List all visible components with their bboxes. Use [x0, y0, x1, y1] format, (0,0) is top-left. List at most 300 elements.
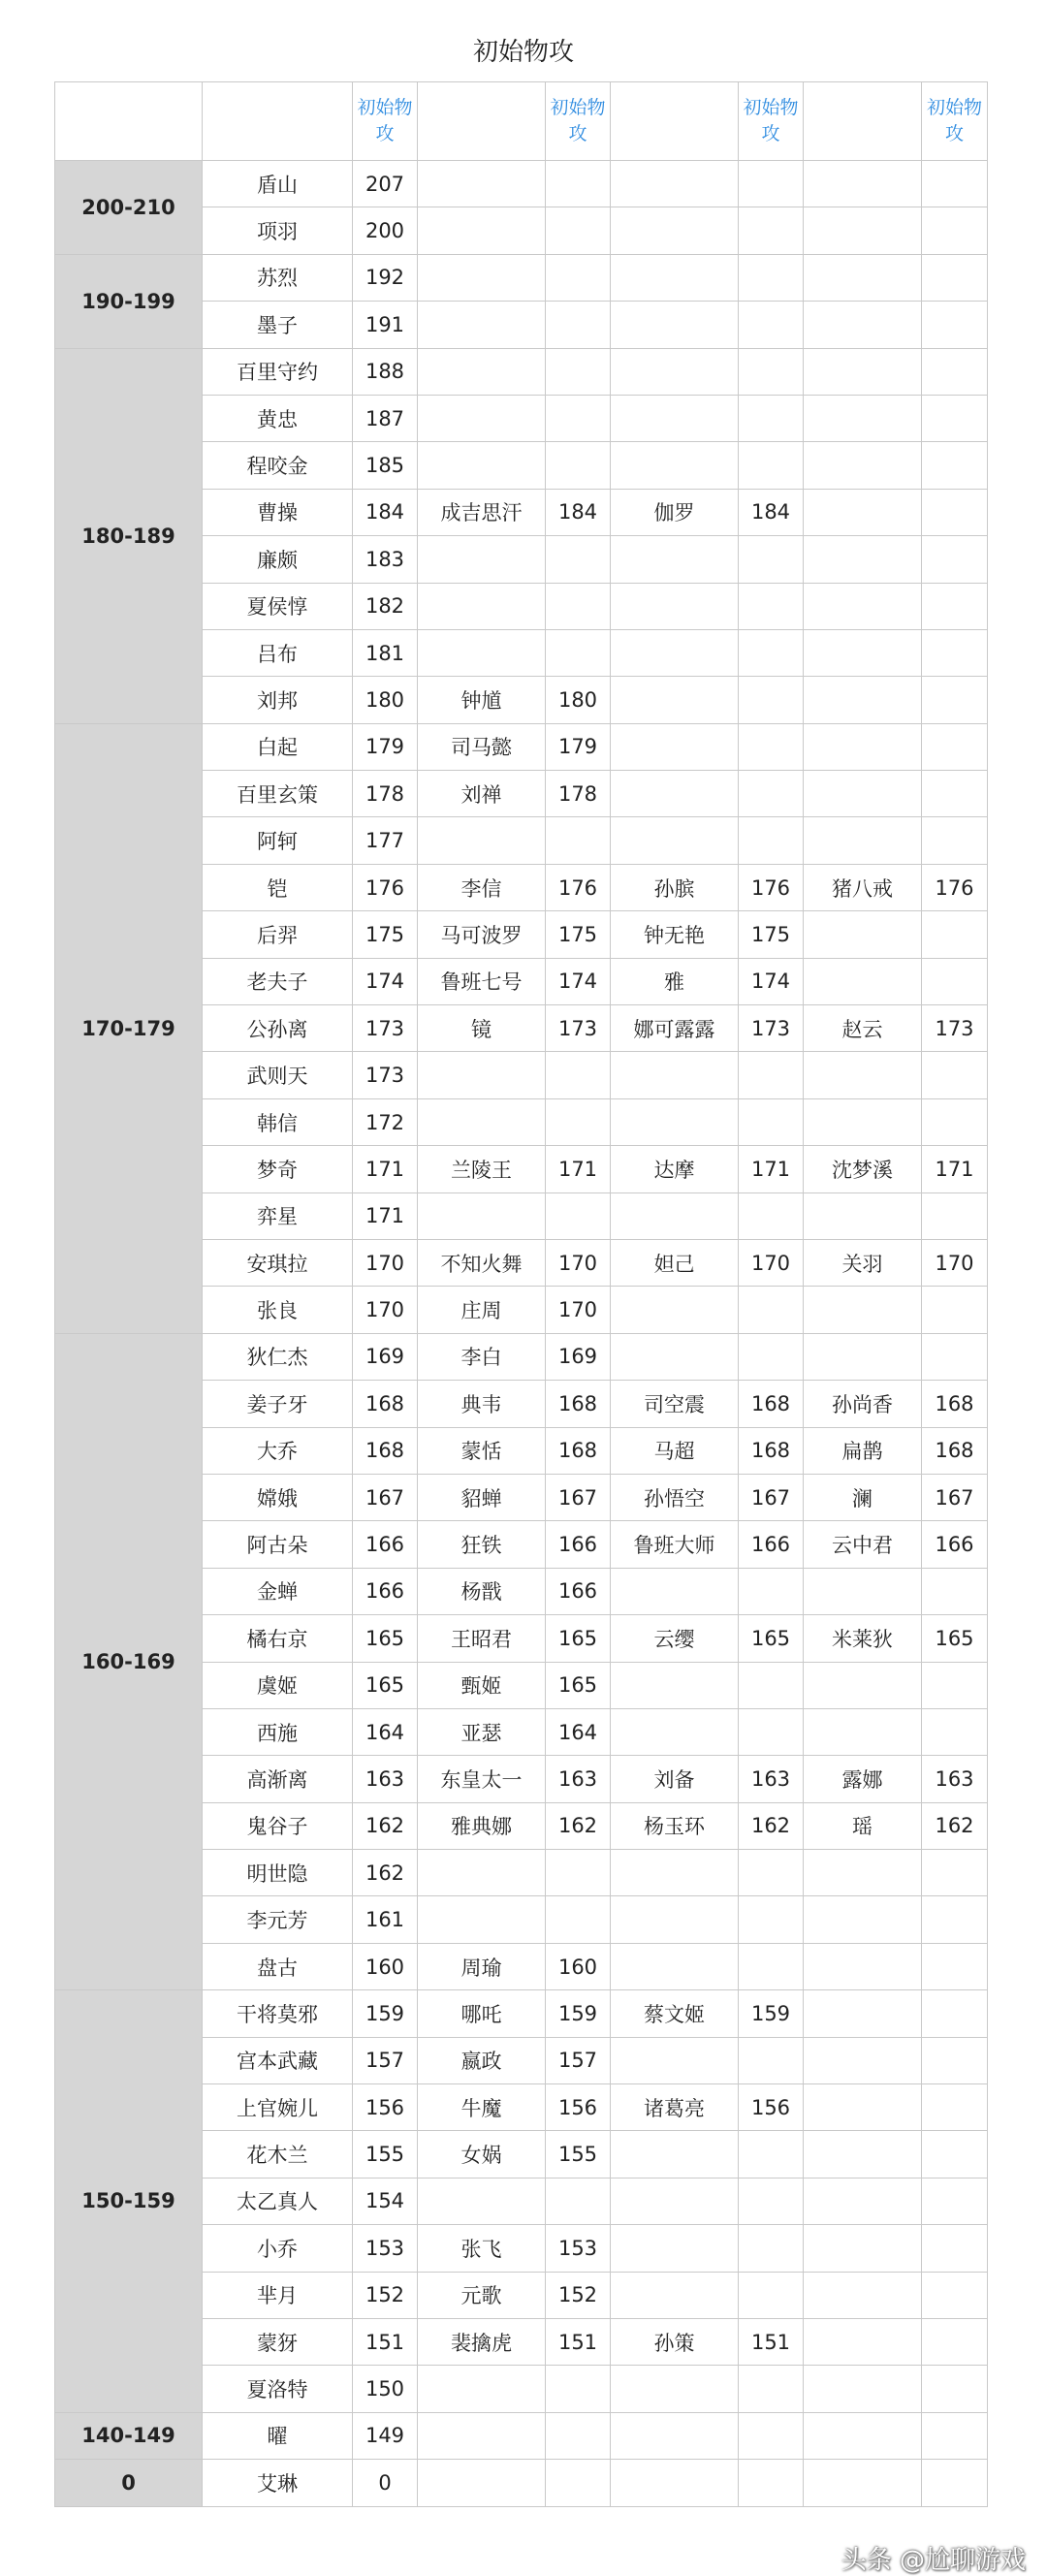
empty-cell: [804, 2272, 922, 2318]
range-group-label: 170-179: [55, 723, 203, 1333]
hero-name-cell: 兰陵王: [418, 1146, 546, 1193]
empty-cell: [922, 1662, 988, 1708]
empty-cell: [418, 2178, 546, 2224]
attack-value-cell: 168: [353, 1427, 418, 1474]
empty-cell: [418, 395, 546, 441]
empty-cell: [739, 161, 804, 207]
attack-value-cell: 170: [353, 1239, 418, 1286]
range-group-label: 200-210: [55, 161, 203, 255]
attack-value-cell: 162: [353, 1850, 418, 1896]
empty-cell: [546, 1193, 611, 1239]
empty-cell: [922, 2084, 988, 2131]
empty-cell: [804, 1850, 922, 1896]
attack-value-cell: 170: [546, 1287, 611, 1333]
empty-cell: [922, 723, 988, 770]
hero-name-cell: 盘古: [203, 1943, 353, 1989]
hero-name-cell: 沈梦溪: [804, 1146, 922, 1193]
hero-name-cell: 亚瑟: [418, 1708, 546, 1755]
attack-value-cell: 156: [739, 2084, 804, 2131]
hero-name-cell: 安琪拉: [203, 1239, 353, 1286]
hero-name-cell: 鲁班七号: [418, 958, 546, 1004]
attack-value-cell: 168: [739, 1427, 804, 1474]
hero-name-cell: 马超: [611, 1427, 739, 1474]
hero-name-cell: 夏侯惇: [203, 583, 353, 629]
empty-cell: [922, 2178, 988, 2224]
empty-cell: [739, 1333, 804, 1380]
attack-value-cell: 150: [353, 2366, 418, 2412]
hero-name-cell: 钟馗: [418, 677, 546, 723]
table-row: [55, 1333, 988, 1380]
attack-value-cell: 176: [922, 864, 988, 910]
empty-cell: [922, 2131, 988, 2178]
empty-cell: [804, 911, 922, 958]
hero-name-cell: 高渐离: [203, 1756, 353, 1802]
empty-cell: [418, 254, 546, 301]
hero-name-cell: 甄姬: [418, 1662, 546, 1708]
hero-name-cell: 阿轲: [203, 817, 353, 864]
hero-name-cell: 刘禅: [418, 771, 546, 817]
hero-name-cell: 曹操: [203, 489, 353, 535]
empty-cell: [804, 629, 922, 676]
attack-value-cell: 175: [739, 911, 804, 958]
empty-cell: [418, 207, 546, 254]
empty-cell: [922, 2037, 988, 2083]
empty-cell: [739, 723, 804, 770]
hero-name-cell: 鬼谷子: [203, 1802, 353, 1849]
hero-name-cell: 姜子牙: [203, 1381, 353, 1427]
attack-value-cell: 171: [739, 1146, 804, 1193]
empty-cell: [418, 1098, 546, 1145]
empty-cell: [611, 1287, 739, 1333]
attack-value-cell: 159: [546, 1990, 611, 2037]
empty-cell: [611, 348, 739, 395]
attack-value-cell: 168: [353, 1381, 418, 1427]
attack-value-cell: 153: [353, 2225, 418, 2272]
attack-value-cell: 172: [353, 1098, 418, 1145]
empty-cell: [804, 536, 922, 583]
attack-value-cell: 173: [546, 1005, 611, 1052]
attack-value-cell: 170: [546, 1239, 611, 1286]
attack-value-cell: 163: [546, 1756, 611, 1802]
header-initial-attack: 初始物攻: [546, 82, 611, 161]
attack-value-cell: 169: [353, 1333, 418, 1380]
empty-cell: [611, 2460, 739, 2506]
range-group-label: 140-149: [55, 2412, 203, 2459]
attack-value-cell: 166: [353, 1521, 418, 1568]
attack-value-cell: 165: [353, 1615, 418, 1662]
hero-name-cell: 大乔: [203, 1427, 353, 1474]
hero-name-cell: 铠: [203, 864, 353, 910]
hero-name-cell: 夏洛特: [203, 2366, 353, 2412]
empty-cell: [739, 442, 804, 489]
hero-name-cell: 黄忠: [203, 395, 353, 441]
empty-cell: [739, 2460, 804, 2506]
attack-value-cell: 192: [353, 254, 418, 301]
attack-value-cell: 188: [353, 348, 418, 395]
empty-cell: [611, 723, 739, 770]
hero-name-cell: 不知火舞: [418, 1239, 546, 1286]
attack-value-cell: 160: [353, 1943, 418, 1989]
empty-cell: [922, 1896, 988, 1943]
hero-name-cell: 小乔: [203, 2225, 353, 2272]
attack-value-cell: 166: [546, 1568, 611, 1614]
empty-cell: [418, 2460, 546, 2506]
hero-name-cell: 老夫子: [203, 958, 353, 1004]
empty-cell: [611, 2366, 739, 2412]
empty-cell: [546, 1850, 611, 1896]
attack-value-cell: 175: [546, 911, 611, 958]
empty-cell: [611, 817, 739, 864]
attack-value-cell: 171: [353, 1193, 418, 1239]
empty-cell: [546, 254, 611, 301]
attack-value-cell: 165: [546, 1615, 611, 1662]
empty-cell: [611, 536, 739, 583]
attack-value-cell: 163: [739, 1756, 804, 1802]
empty-cell: [739, 2272, 804, 2318]
empty-cell: [804, 1896, 922, 1943]
attack-value-cell: 152: [546, 2272, 611, 2318]
empty-cell: [804, 771, 922, 817]
empty-cell: [804, 2366, 922, 2412]
empty-cell: [804, 2037, 922, 2083]
empty-cell: [611, 771, 739, 817]
attack-value-cell: 154: [353, 2178, 418, 2224]
attack-value-cell: 167: [353, 1474, 418, 1520]
empty-cell: [611, 583, 739, 629]
hero-name-cell: 雅典娜: [418, 1802, 546, 1849]
attack-value-cell: 180: [353, 677, 418, 723]
empty-cell: [922, 2412, 988, 2459]
attack-table: [54, 81, 988, 2507]
attack-value-cell: 165: [922, 1615, 988, 1662]
empty-cell: [739, 536, 804, 583]
range-group-label: 150-159: [55, 1990, 203, 2413]
empty-cell: [739, 1708, 804, 1755]
empty-cell: [611, 254, 739, 301]
hero-name-cell: 云中君: [804, 1521, 922, 1568]
header-cell-blank: [804, 82, 922, 161]
empty-cell: [546, 2412, 611, 2459]
hero-name-cell: 蒙犽: [203, 2318, 353, 2365]
empty-cell: [922, 1193, 988, 1239]
empty-cell: [546, 2460, 611, 2506]
attack-value-cell: 170: [922, 1239, 988, 1286]
attack-value-cell: 167: [546, 1474, 611, 1520]
hero-name-cell: 公孙离: [203, 1005, 353, 1052]
attack-value-cell: 173: [353, 1005, 418, 1052]
hero-name-cell: 百里守约: [203, 348, 353, 395]
empty-cell: [922, 161, 988, 207]
attack-value-cell: 171: [922, 1146, 988, 1193]
hero-name-cell: 花木兰: [203, 2131, 353, 2178]
hero-name-cell: 盾山: [203, 161, 353, 207]
hero-name-cell: 苏烈: [203, 254, 353, 301]
attack-value-cell: 167: [922, 1474, 988, 1520]
empty-cell: [546, 2178, 611, 2224]
empty-cell: [922, 817, 988, 864]
hero-name-cell: 张良: [203, 1287, 353, 1333]
empty-cell: [418, 161, 546, 207]
attack-value-cell: 184: [739, 489, 804, 535]
hero-name-cell: 吕布: [203, 629, 353, 676]
table-row: [55, 2412, 988, 2459]
empty-cell: [611, 1708, 739, 1755]
header-cell-blank: [55, 82, 203, 161]
attack-value-cell: 185: [353, 442, 418, 489]
empty-cell: [804, 677, 922, 723]
attack-value-cell: 168: [546, 1381, 611, 1427]
hero-name-cell: 马可波罗: [418, 911, 546, 958]
empty-cell: [804, 1193, 922, 1239]
empty-cell: [611, 395, 739, 441]
empty-cell: [922, 348, 988, 395]
empty-cell: [922, 1098, 988, 1145]
range-group-label: 0: [55, 2460, 203, 2506]
empty-cell: [611, 2037, 739, 2083]
attack-value-cell: 165: [546, 1662, 611, 1708]
empty-cell: [546, 2366, 611, 2412]
attack-value-cell: 164: [353, 1708, 418, 1755]
hero-name-cell: 司空震: [611, 1381, 739, 1427]
hero-name-cell: 干将莫邪: [203, 1990, 353, 2037]
hero-name-cell: 诸葛亮: [611, 2084, 739, 2131]
attack-value-cell: 170: [353, 1287, 418, 1333]
empty-cell: [804, 1990, 922, 2037]
attack-value-cell: 159: [353, 1990, 418, 2037]
hero-name-cell: 王昭君: [418, 1615, 546, 1662]
attack-value-cell: 168: [739, 1381, 804, 1427]
attack-value-cell: 166: [546, 1521, 611, 1568]
empty-cell: [418, 817, 546, 864]
hero-name-cell: 伽罗: [611, 489, 739, 535]
empty-cell: [611, 2131, 739, 2178]
empty-cell: [611, 2272, 739, 2318]
hero-name-cell: 上官婉儿: [203, 2084, 353, 2131]
empty-cell: [922, 1287, 988, 1333]
empty-cell: [611, 302, 739, 348]
hero-name-cell: 周瑜: [418, 1943, 546, 1989]
hero-name-cell: 雅: [611, 958, 739, 1004]
empty-cell: [922, 2318, 988, 2365]
empty-cell: [739, 1287, 804, 1333]
header-initial-attack: 初始物攻: [739, 82, 804, 161]
attack-value-cell: 166: [353, 1568, 418, 1614]
attack-value-cell: 174: [353, 958, 418, 1004]
empty-cell: [804, 207, 922, 254]
attack-value-cell: 179: [546, 723, 611, 770]
empty-cell: [922, 1990, 988, 2037]
attack-value-cell: 171: [546, 1146, 611, 1193]
hero-name-cell: 娜可露露: [611, 1005, 739, 1052]
empty-cell: [739, 2225, 804, 2272]
empty-cell: [804, 723, 922, 770]
empty-cell: [739, 395, 804, 441]
hero-name-cell: 蔡文姬: [611, 1990, 739, 2037]
empty-cell: [922, 207, 988, 254]
empty-cell: [611, 1568, 739, 1614]
attack-value-cell: 151: [353, 2318, 418, 2365]
attack-value-cell: 178: [546, 771, 611, 817]
attack-value-cell: 156: [546, 2084, 611, 2131]
empty-cell: [611, 1193, 739, 1239]
hero-name-cell: 孙策: [611, 2318, 739, 2365]
attack-value-cell: 177: [353, 817, 418, 864]
empty-cell: [804, 1333, 922, 1380]
empty-cell: [804, 348, 922, 395]
empty-cell: [546, 1896, 611, 1943]
hero-name-cell: 女娲: [418, 2131, 546, 2178]
hero-name-cell: 澜: [804, 1474, 922, 1520]
hero-name-cell: 孙膑: [611, 864, 739, 910]
empty-cell: [611, 1850, 739, 1896]
hero-name-cell: 李元芳: [203, 1896, 353, 1943]
hero-name-cell: 东皇太一: [418, 1756, 546, 1802]
empty-cell: [804, 395, 922, 441]
attack-value-cell: 166: [739, 1521, 804, 1568]
hero-name-cell: 蒙恬: [418, 1427, 546, 1474]
empty-cell: [739, 2412, 804, 2459]
empty-cell: [418, 1052, 546, 1098]
empty-cell: [418, 2412, 546, 2459]
empty-cell: [418, 2366, 546, 2412]
hero-name-cell: 关羽: [804, 1239, 922, 1286]
empty-cell: [611, 629, 739, 676]
hero-name-cell: 米莱狄: [804, 1615, 922, 1662]
attack-value-cell: 200: [353, 207, 418, 254]
empty-cell: [611, 2225, 739, 2272]
hero-name-cell: 弈星: [203, 1193, 353, 1239]
empty-cell: [804, 442, 922, 489]
hero-name-cell: 李信: [418, 864, 546, 910]
hero-name-cell: 典韦: [418, 1381, 546, 1427]
empty-cell: [739, 1850, 804, 1896]
empty-cell: [418, 629, 546, 676]
hero-name-cell: 程咬金: [203, 442, 353, 489]
hero-name-cell: 廉颇: [203, 536, 353, 583]
hero-name-cell: 金蝉: [203, 1568, 353, 1614]
empty-cell: [546, 1098, 611, 1145]
attack-value-cell: 164: [546, 1708, 611, 1755]
hero-name-cell: 艾琳: [203, 2460, 353, 2506]
empty-cell: [922, 395, 988, 441]
empty-cell: [739, 207, 804, 254]
empty-cell: [922, 1850, 988, 1896]
hero-name-cell: 刘邦: [203, 677, 353, 723]
empty-cell: [804, 2225, 922, 2272]
hero-name-cell: 孙悟空: [611, 1474, 739, 1520]
empty-cell: [804, 1943, 922, 1989]
empty-cell: [804, 254, 922, 301]
empty-cell: [922, 629, 988, 676]
empty-cell: [546, 1052, 611, 1098]
empty-cell: [804, 1568, 922, 1614]
empty-cell: [611, 1943, 739, 1989]
hero-name-cell: 猪八戒: [804, 864, 922, 910]
empty-cell: [739, 1098, 804, 1145]
hero-name-cell: 露娜: [804, 1756, 922, 1802]
empty-cell: [611, 677, 739, 723]
attack-value-cell: 165: [739, 1615, 804, 1662]
empty-cell: [804, 489, 922, 535]
empty-cell: [739, 1052, 804, 1098]
empty-cell: [739, 302, 804, 348]
attack-value-cell: 162: [739, 1802, 804, 1849]
hero-name-cell: 西施: [203, 1708, 353, 1755]
empty-cell: [611, 1896, 739, 1943]
attack-value-cell: 174: [546, 958, 611, 1004]
empty-cell: [922, 958, 988, 1004]
header-row: [55, 82, 988, 161]
hero-name-cell: 刘备: [611, 1756, 739, 1802]
attack-value-cell: 174: [739, 958, 804, 1004]
attack-value-cell: 0: [353, 2460, 418, 2506]
hero-name-cell: 白起: [203, 723, 353, 770]
hero-name-cell: 哪吒: [418, 1990, 546, 2037]
attack-value-cell: 176: [353, 864, 418, 910]
hero-name-cell: 嫦娥: [203, 1474, 353, 1520]
attack-value-cell: 165: [353, 1662, 418, 1708]
empty-cell: [922, 1568, 988, 1614]
attack-value-cell: 178: [353, 771, 418, 817]
table-row: [55, 161, 988, 207]
hero-name-cell: 百里玄策: [203, 771, 353, 817]
empty-cell: [418, 583, 546, 629]
empty-cell: [739, 1943, 804, 1989]
empty-cell: [922, 536, 988, 583]
attack-value-cell: 163: [922, 1756, 988, 1802]
empty-cell: [804, 583, 922, 629]
hero-name-cell: 貂蝉: [418, 1474, 546, 1520]
empty-cell: [739, 677, 804, 723]
attack-value-cell: 166: [922, 1521, 988, 1568]
empty-cell: [804, 2318, 922, 2365]
attack-value-cell: 180: [546, 677, 611, 723]
hero-name-cell: 成吉思汗: [418, 489, 546, 535]
attack-value-cell: 155: [353, 2131, 418, 2178]
attack-value-cell: 152: [353, 2272, 418, 2318]
attack-value-cell: 156: [353, 2084, 418, 2131]
empty-cell: [546, 583, 611, 629]
hero-name-cell: 杨戬: [418, 1568, 546, 1614]
empty-cell: [739, 254, 804, 301]
empty-cell: [804, 1052, 922, 1098]
empty-cell: [546, 348, 611, 395]
hero-name-cell: 狄仁杰: [203, 1333, 353, 1380]
empty-cell: [418, 1850, 546, 1896]
hero-name-cell: 阿古朵: [203, 1521, 353, 1568]
hero-name-cell: 妲己: [611, 1239, 739, 1286]
hero-name-cell: 瑶: [804, 1802, 922, 1849]
empty-cell: [922, 2225, 988, 2272]
empty-cell: [804, 2460, 922, 2506]
empty-cell: [418, 302, 546, 348]
hero-name-cell: 镜: [418, 1005, 546, 1052]
attack-value-cell: 169: [546, 1333, 611, 1380]
empty-cell: [611, 1052, 739, 1098]
empty-cell: [804, 817, 922, 864]
table-row: [55, 2460, 988, 2506]
hero-name-cell: 达摩: [611, 1146, 739, 1193]
attack-value-cell: 153: [546, 2225, 611, 2272]
empty-cell: [922, 583, 988, 629]
empty-cell: [922, 442, 988, 489]
attack-value-cell: 171: [353, 1146, 418, 1193]
attack-value-cell: 162: [922, 1802, 988, 1849]
empty-cell: [546, 817, 611, 864]
empty-cell: [611, 442, 739, 489]
hero-name-cell: 曜: [203, 2412, 353, 2459]
attack-value-cell: 173: [353, 1052, 418, 1098]
